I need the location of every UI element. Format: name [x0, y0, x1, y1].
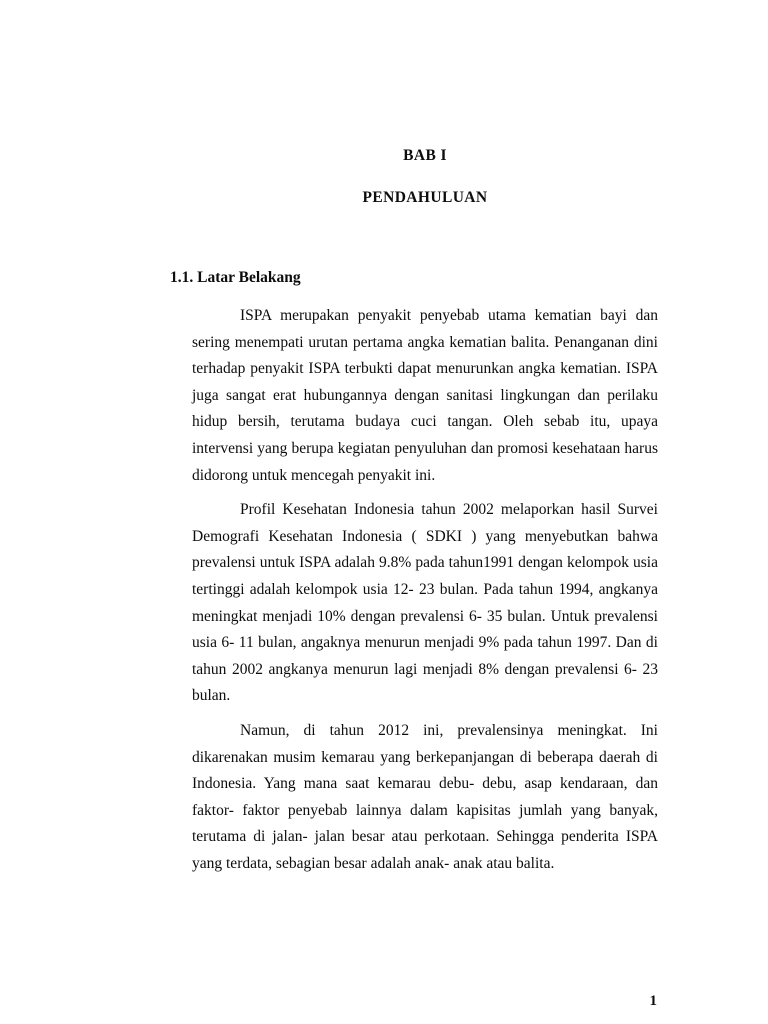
page-content	[170, 0, 658, 877]
paragraph-1: ISPA merupakan penyakit penyebab utama kematian bayi dan sering menempati urutan pertama angka kematian balita. Penanganan dini terhadap penyakit ISPA terbukti dapat menurunkan angka kematian. ISPA juga sangat erat hubungannya dengan sanitasi lingkungan dan perilaku hidup bersih, terutama budaya cuci tangan. Oleh sebab itu, upaya intervensi yang berupa kegiatan penyuluhan dan promosi kesehataan harus didorong untuk mencegah penyakit ini.	[192, 307, 658, 484]
body-text-block	[170, 287, 658, 877]
paragraph-3: Namun, di tahun 2012 ini, prevalensinya meningkat. Ini dikarenakan musim kemarau yang berkepanjangan di beberapa daerah di Indonesia. Yang mana saat kemarau debu- debu, asap kendaraan, dan faktor- faktor penyebab lainnya dalam kapisitas jumlah yang banyak, terutama di jalan- jalan besar atau perkotaan. Sehingga penderita ISPA yang terdata, sebagian besar adalah anak- anak atau balita.	[192, 721, 658, 872]
chapter-title: BAB I	[403, 147, 447, 164]
paragraph-2: Profil Kesehatan Indonesia tahun 2002 melaporkan hasil Survei Demografi Kesehatan Indonesia ( SDKI ) yang menyebutkan bahwa prevalensi untuk ISPA adalah 9.8% pada tahun1991 dengan kelompok usia tertinggi adalah kelompok usia 12- 23 bulan. Pada tahun 1994, angkanya meningkat menjadi 10% dengan prevalensi 6- 35 bulan. Untuk prevalensi usia 6- 11 bulan, angaknya menurun menjadi 9% pada tahun 1997. Dan di tahun 2002 angkanya menurun lagi menjadi 8% dengan prevalensi 6- 23 bulan.	[192, 501, 658, 705]
section-heading-latar-belakang: 1.1. Latar Belakang	[170, 269, 301, 286]
page-number: 1	[649, 993, 657, 1009]
chapter-subtitle: PENDAHULUAN	[362, 189, 488, 206]
